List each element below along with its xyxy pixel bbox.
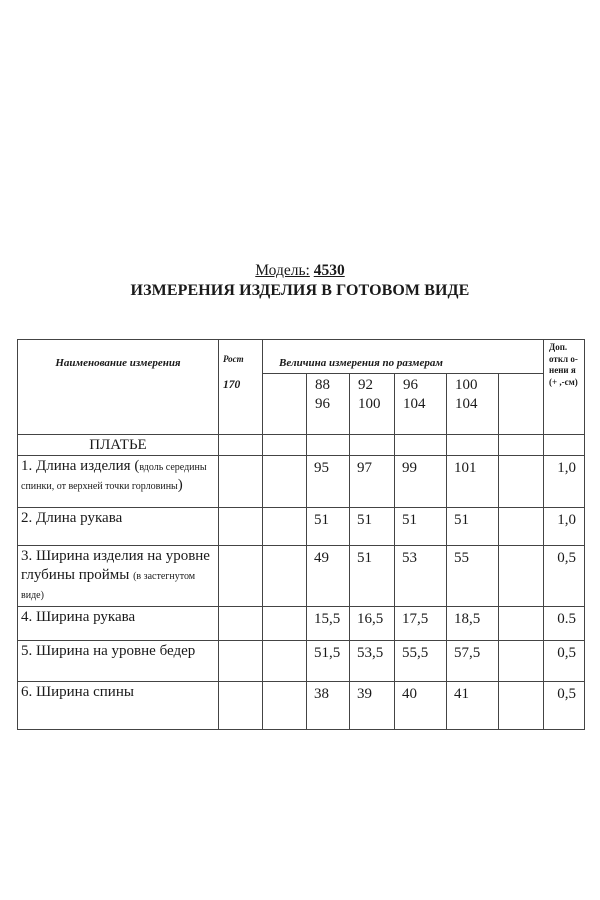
deviation-cell: 0.5 bbox=[544, 607, 585, 641]
empty-cell bbox=[263, 546, 307, 607]
height-cell bbox=[219, 456, 263, 508]
value-cell: 53 bbox=[395, 546, 447, 607]
size-top: 88 bbox=[315, 377, 330, 393]
height-cell bbox=[219, 641, 263, 682]
table-row bbox=[18, 641, 585, 682]
size-92-100 bbox=[350, 374, 395, 435]
deviation-cell: 1,0 bbox=[544, 508, 585, 546]
row-note: вдоль середины спинки, от верхней точки горловины bbox=[21, 462, 207, 492]
size-bottom: 104 bbox=[455, 396, 478, 412]
empty-cell bbox=[263, 682, 307, 730]
col-header-sizes: Величина измерения по размерам bbox=[263, 340, 544, 374]
row-name-text: 5. Ширина на уровне бедер bbox=[21, 643, 196, 659]
header-row bbox=[18, 340, 585, 374]
size-bottom: 100 bbox=[358, 396, 381, 412]
row-name-text: 6. Ширина спины bbox=[21, 684, 134, 700]
value-cell: 18,5 bbox=[447, 607, 499, 641]
section-label: ПЛАТЬЕ bbox=[18, 435, 219, 456]
value-cell: 16,5 bbox=[350, 607, 395, 641]
measurements-table bbox=[17, 339, 585, 730]
col-header-height bbox=[219, 340, 263, 435]
value-cell: 39 bbox=[350, 682, 395, 730]
value-cell: 57,5 bbox=[447, 641, 499, 682]
row-name bbox=[18, 607, 219, 641]
empty-cell bbox=[499, 607, 544, 641]
value-cell: 51 bbox=[350, 546, 395, 607]
empty-cell bbox=[499, 508, 544, 546]
model-line bbox=[0, 262, 600, 280]
empty-cell bbox=[499, 641, 544, 682]
document-title: ИЗМЕРЕНИЯ ИЗДЕЛИЯ В ГОТОВОМ ВИДЕ bbox=[130, 282, 470, 299]
size-top: 96 bbox=[403, 377, 418, 393]
section-row bbox=[18, 435, 585, 456]
row-name bbox=[18, 641, 219, 682]
deviation-cell: 0,5 bbox=[544, 641, 585, 682]
empty-cell bbox=[219, 435, 263, 456]
row-name bbox=[18, 682, 219, 730]
value-cell: 49 bbox=[307, 546, 350, 607]
size-96-104 bbox=[395, 374, 447, 435]
size-bottom: 96 bbox=[315, 396, 330, 412]
row-name-text: 1. Длина изделия ( bbox=[21, 458, 140, 474]
table-row bbox=[18, 607, 585, 641]
title-block bbox=[0, 262, 600, 301]
row-name-text: 2. Длина рукава bbox=[21, 510, 123, 526]
value-cell: 15,5 bbox=[307, 607, 350, 641]
height-cell bbox=[219, 546, 263, 607]
size-88-96 bbox=[307, 374, 350, 435]
empty-cell bbox=[263, 456, 307, 508]
value-cell: 97 bbox=[350, 456, 395, 508]
value-cell: 41 bbox=[447, 682, 499, 730]
value-cell: 17,5 bbox=[395, 607, 447, 641]
empty-cell bbox=[395, 435, 447, 456]
value-cell: 99 bbox=[395, 456, 447, 508]
deviation-cell: 0,5 bbox=[544, 546, 585, 607]
empty-cell bbox=[499, 682, 544, 730]
row-name-text: 4. Ширина рукава bbox=[21, 609, 136, 625]
size-bottom: 104 bbox=[403, 396, 426, 412]
height-label: Рост bbox=[223, 354, 244, 364]
value-cell: 51 bbox=[350, 508, 395, 546]
row-name bbox=[18, 456, 219, 508]
value-cell: 51,5 bbox=[307, 641, 350, 682]
deviation-cell: 0,5 bbox=[544, 682, 585, 730]
height-cell bbox=[219, 682, 263, 730]
value-cell: 51 bbox=[447, 508, 499, 546]
value-cell: 55 bbox=[447, 546, 499, 607]
value-cell: 53,5 bbox=[350, 641, 395, 682]
empty-cell bbox=[350, 435, 395, 456]
size-empty-2 bbox=[499, 374, 544, 435]
row-name bbox=[18, 508, 219, 546]
row-note: (в застегнутом виде) bbox=[21, 571, 196, 601]
value-cell: 55,5 bbox=[395, 641, 447, 682]
empty-cell bbox=[544, 435, 585, 456]
value-cell: 40 bbox=[395, 682, 447, 730]
col-header-deviation: Доп. откл о- нени я (+ ,-см) bbox=[544, 340, 585, 435]
empty-cell bbox=[499, 435, 544, 456]
empty-cell bbox=[447, 435, 499, 456]
size-top: 100 bbox=[455, 377, 478, 393]
table-row bbox=[18, 546, 585, 607]
value-cell: 101 bbox=[447, 456, 499, 508]
height-value: 170 bbox=[223, 379, 241, 391]
empty-cell bbox=[263, 508, 307, 546]
size-empty bbox=[263, 374, 307, 435]
col-header-name: Наименование измерения bbox=[18, 340, 219, 435]
model-number: 4530 bbox=[313, 262, 345, 279]
empty-cell bbox=[499, 456, 544, 508]
value-cell: 51 bbox=[395, 508, 447, 546]
size-top: 92 bbox=[358, 377, 373, 393]
deviation-cell: 1,0 bbox=[544, 456, 585, 508]
value-cell: 38 bbox=[307, 682, 350, 730]
empty-cell bbox=[499, 546, 544, 607]
table-row bbox=[18, 456, 585, 508]
empty-cell bbox=[263, 607, 307, 641]
row-name-text: 3. Ширина изделия на уровне глубины проймы bbox=[21, 548, 210, 583]
row-note-close: ) bbox=[177, 477, 183, 493]
empty-cell bbox=[263, 435, 307, 456]
empty-cell bbox=[307, 435, 350, 456]
table-row bbox=[18, 508, 585, 546]
table-row bbox=[18, 682, 585, 730]
value-cell: 51 bbox=[307, 508, 350, 546]
size-100-104 bbox=[447, 374, 499, 435]
height-cell bbox=[219, 508, 263, 546]
value-cell: 95 bbox=[307, 456, 350, 508]
empty-cell bbox=[263, 641, 307, 682]
row-name bbox=[18, 546, 219, 607]
height-cell bbox=[219, 607, 263, 641]
model-label: Модель: bbox=[255, 262, 310, 279]
